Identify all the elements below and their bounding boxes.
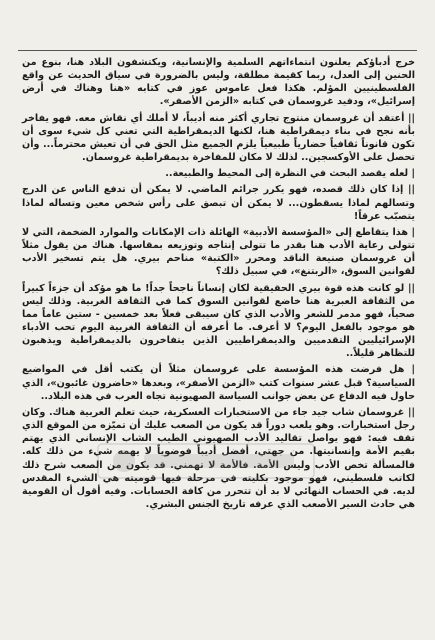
- answer-paragraph: || لو كانت هذه قوة بيري الحقيقية لكان إنساناً ناجحاً جداً! ما هو مؤكد أن جزءاً كبيراً من الثقافة العبرية هنا خاضع لقوانين السوق كما في الثقافة الغربية. وذلك ليس صحياً، فهو مدمر للشعر والأدب الذي كان سيبقى فعلاً بعد خمسين - ستين عاماً مما هو موجود بالفعل اليوم؟ لا أعرف. ما أعرفه أن الثقافة الغربية اليوم تحب الأدباء الإسرائيليين التقدميين والديمقراطيين الذين يتفاخرون بالديمقراطية ويذهبون للتظاهر قليلاً..: [22, 282, 415, 360]
- answer-paragraph: || إذا كان ذلك قصده، فهو يكرر جرائم الماضي. لا يمكن أن تدفع الناس عن الدرج وتسالهم لماذا يسقطون... لا يمكن أن تبصق على رأس شخص معين وتساله لماذا يتصبّب عرقاً!: [22, 184, 415, 222]
- answer-paragraph: || غروسمان شاب جيد جاء من الاستخبارات العسكرية، حيث تعلم العربية هناك. وكان رجل استخبارات. وهو يلعب دوراً قد يكون من الصعب عليك أن تميّزه من الموقع الذي تقف فيه: فهو يواصل تقاليد الأدب الصهيوني الطيب الشاب الإنساني الذي يهتم بقيم الأمة وإنسانيتها. من جهتي، أفضل أديباً فوضوياً لا يهمه شيء من ذلك كله. فالمسألة تخص الأدب وليس الأمة. فالأمة لا تهمني. قد يكون من الصعب شرح ذلك لكاتب فلسطيني، فهو موجود بكليته في مرحلة فيها قوميته هي الشيء المقدس لديه. في الحساب النهائي لا بد أن تتحرر من كافة الحسابات. وفيه أقول أن القومية هي حادث السير الأصعب الذي عرفه تاريخ الجنس البشري.: [22, 406, 415, 510]
- paragraph-intro: خرج أدباؤكم يعلنون انتماءاتهم السلمية والإنسانية، ويكتشفون البلاد هنا، بنوع من الحنين إلى العدل، ربما كقيمة مطلقة، وليس بالضرورة في سياق الحديث عن واقع الفلسطينيين المؤلم. هكذا فعل عاموس عوز في كتابه «هنا وهناك في أرض إسرائيل»، ودفيد غروسمان في كتابه «الزمن الأصفر».: [22, 57, 415, 108]
- question-paragraph: | هذا يتقاطع إلى «المؤسسة الأدبية» الهائلة ذات الإمكانات والموارد الضخمة، التي لا تتولى رعاية الأدب هنا بقدر ما تتولى إنتاجه وتوزيعه بمقاسها. هناك من يقول مثلاً أن غروسمان صنيعة الناقد ومحرر «الكتبة» مناحم بيري. هل يتم تسخير الأدب لقوانين السوق، «الربتنغ»، في سبيل ذلك؟: [22, 226, 415, 278]
- top-rule: [18, 50, 417, 51]
- question-paragraph: | هل فرضت هذه المؤسسة على غروسمان مثلاً أن يكتب أقل في المواضيع السياسية؟ قبل عشر سنوات كتب «الزمن الأصفر»، وبعدها «حاضرون غائبون»، الذي حاول فيه الدفاع عن بعض جوانب السياسة الصهيونية تجاه العرب في هذه البلاد..: [22, 364, 415, 402]
- answer-paragraph: || أعتقد أن غروسمان منتوج تجاري أكثر منه أديباً، لا أملك أي نقاش معه. فهو يفاخر بأنه نجح في بناء ديمقراطية هنا، لكنها الديمقراطية التي تعني كل شيء سوى أن تكون قانوناً ثقافياً حضارياً طبيعياً يلزم الجميع مثل الحق في أن تعيش محترماً... وأن تحصل على الأوكسجين.. لذلك لا مكان للمفاخرة بديمقراطية غروسمان.: [22, 112, 415, 164]
- question-paragraph: | لعله يقصد البحث في النظرة إلى المحيط والطبيعة..: [165, 168, 415, 180]
